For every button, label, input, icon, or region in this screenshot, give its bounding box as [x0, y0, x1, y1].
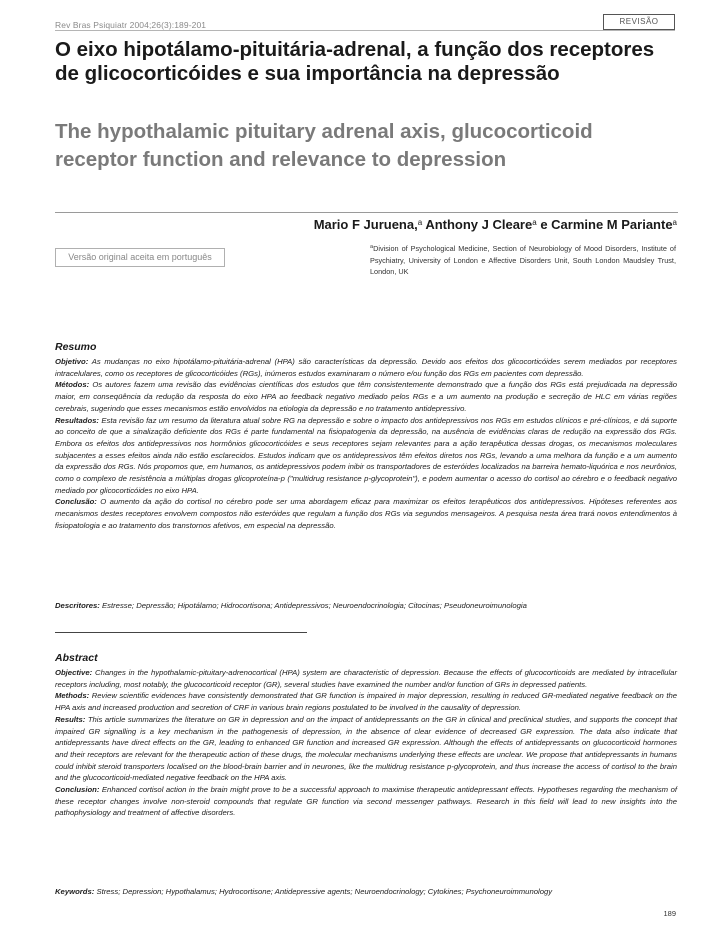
abstract-results-label: Results: — [55, 714, 86, 724]
resumo-metodos-label: Métodos: — [55, 380, 90, 390]
title-english: The hypothalamic pituitary adrenal axis, glucocorticoid receptor function and relevance to depression — [55, 120, 593, 171]
author-pariante: Carmine M Pariante — [551, 217, 673, 232]
abstract-body — [55, 667, 677, 819]
resumo-conclusao: Conclusão: O aumento da ação do cortisol no cérebro pode ser uma abordagem eficaz para maximizar os efeitos terapêuticos dos antidepressivos. Hipóteses referentes aos mecanismos destes receptores envolvem compostos não esteróides que regulam a função dos RGs via segundos mensageiros. A pesquisa nesta área trará novos entendimentos à fisiopatologia e ao tratamento dos transtornos afetivos, em especial na depressão. — [55, 497, 677, 530]
author-rule — [55, 212, 678, 213]
affiliation — [370, 242, 676, 278]
author-affiliation-marker: a — [417, 218, 423, 227]
resumo-metodos: Métodos: Os autores fazem uma revisão das evidências científicas dos estudos que têm consistentemente demonstrado que a função dos RGs está prejudicada na depressão maior, em conseqüência da redução da resposta do eixo HPA ao feedback negativo mediado pelos RGs e a um aumento na produção e secreção de HLC em várias regiões cerebrais, sugerindo que esses mecanismos estão envolvidos na etiologia da depressão e no tratamento antidepressivo. — [55, 380, 677, 413]
resumo-objetivo-label: Objetivo: — [55, 357, 89, 366]
resumo-descritores — [55, 600, 677, 612]
resumo-body — [55, 356, 677, 532]
author-conjunction: e — [540, 217, 548, 232]
resumo-heading: Resumo — [55, 341, 97, 353]
header-rule — [55, 30, 675, 31]
page-number: 189 — [663, 909, 676, 918]
affiliation-marker: a — [370, 244, 374, 250]
resumo-objetivo: Objetivo: As mudanças no eixo hipotálamo-pituitária-adrenal (HPA) são características da depressão. Devido aos efeitos dos glicocorticóides serem mediados por receptores intracelulares, como os receptores de glicocorticóides (RGs), inúmeros estudos examinaram o número e/ou função dos RGs em pacientes com depressão. — [55, 357, 677, 378]
abstract-conclusion: Conclusion: Enhanced cortisol action in the brain might prove to be a successful approach to maximise therapeutic antidepressant effects. Hypotheses regarding the mechanism of these receptor changes involve non-steroid compounds that regulate GR function via second messenger pathways. Research in this field will lead to new insights into the pathophysiology and treatment of affective disorders. — [55, 785, 677, 818]
abstract-heading: Abstract — [55, 652, 98, 664]
descritores-label: Descritores: — [55, 601, 100, 610]
title-portuguese: O eixo hipotálamo-pituitária-adrenal, a função dos receptores de glicocorticóides e sua importância na depressão — [55, 38, 655, 85]
author-affiliation-marker: a — [532, 218, 537, 227]
abstract-methods-label: Methods: — [55, 691, 90, 701]
author-cleare: Anthony J Cleare — [425, 217, 533, 232]
affiliation-text: Division of Psychological Medicine, Section of Neurobiology of Mood Disorders, Institute of Psychiatry, University of London e Affective Disorders Unit, South London Maudsley Trust, London, UK — [370, 244, 676, 276]
section-divider — [55, 632, 307, 633]
descritores-text: Estresse; Depressão; Hipotálamo; Hidrocortisona; Antidepressivos; Neuroendocrinologia; Citocinas; Pseudoneuroimunologia — [102, 601, 527, 610]
abstract-keywords — [55, 886, 677, 898]
resumo-conclusao-label: Conclusão: — [55, 497, 97, 507]
abstract-objective-label: Objective: — [55, 668, 93, 677]
resumo-resultados-label: Resultados: — [55, 415, 99, 425]
keywords-label: Keywords: — [55, 887, 95, 896]
language-note: Versão original aceita em português — [55, 248, 225, 267]
journal-reference: Rev Bras Psiquiatr 2004;26(3):189-201 — [55, 20, 207, 30]
author-list — [237, 217, 677, 232]
author-juruena: Mario F Juruena, — [313, 217, 418, 232]
abstract-methods: Methods: Review scientific evidences have consistently demonstrated that GR function is impaired in major depression, resulting in reduced GR-mediated negative feedback on the HPA axis and increased production and secretion of CRF in various brain regions postulated to be involved in the causality of depression. — [55, 691, 678, 713]
abstract-results: Results: This article summarizes the literature on GR in depression and on the impact of antidepressants on the GR in clinical and preclinical studies, and supports the concept that impaired GR signalling is a key mechanism in the pathogenesis of depression, in the absence of clear evidence of decreased GR expression. The data also indicate that antidepressants have direct effects on the GR, leading to enhanced GR function and increased GR expression. Although the effects of antidepressants on glucocorticoid hormones and their receptors are relevant for the therapeutic action of these drugs, the molecular mechanisms underlying these effects are unclear. We propose that antidepressants in humans could inhibit steroid transporters localised on the blood-brain barrier and in neurones, like the multidrug resistance p-glycoprotein, and thus increase the access of cortisol to the brain and the glucocorticoid-mediated negative feedback on the HPA axis. — [55, 714, 677, 783]
section-badge: REVISÃO — [603, 14, 675, 30]
author-affiliation-marker: a — [672, 218, 677, 227]
resumo-resultados: Resultados: Esta revisão faz um resumo da literatura atual sobre RG na depressão e sobre o impacto dos antidepressivos nos RGs em estudos clínicos e pré-clínicos, e dá suporte ao conceito de que a sinalização deficiente dos RGs é parte fundamental na fisiopatogenia da depressão, na ausência de evidências claras de redução na expressão dos RGs. Embora os efeitos dos antidepressivos nos hormônios glicocorticóides e seus receptores sejam relevantes para a ação terapêutica dessas drogas, os mecanismos moleculares subjacentes a esses efeitos ainda não estão esclarecidos. Estudos indicam que os antidepressivos têm efeitos diretos nos RGs, levando a uma melhora da função e a um aumento da expressão dos RGs. Nós propomos que, em humanos, os antidepressivos podem inibir os transportadores de esteróides localizados na barreira hemato-liquórica e nos neurônios, como o complexo de resistência a múltiplas drogas glicoproteína-p ("multidrug resistance p-glycoprotein"), e podem aumentar o acesso do cortisol ao cérebro e o feedback negativo mediado por glicocorticóides no eixo HPA. — [55, 415, 677, 495]
abstract-conclusion-label: Conclusion: — [55, 785, 100, 795]
keywords-text: Stress; Depression; Hypothalamus; Hydrocortisone; Antidepressive agents; Neuroendocrinology; Cytokines; Psychoneuroimmunology — [96, 887, 553, 896]
abstract-objective: Objective: Changes in the hypothalamic-pituitary-adrenocortical (HPA) system are characteristic of depression. Because the effects of glucocorticoids are mediated by intracellular receptors including, most notably, the glucocorticoid receptor (GR), several studies have examined the number and/or function of GRs in depressed patients. — [55, 668, 677, 689]
